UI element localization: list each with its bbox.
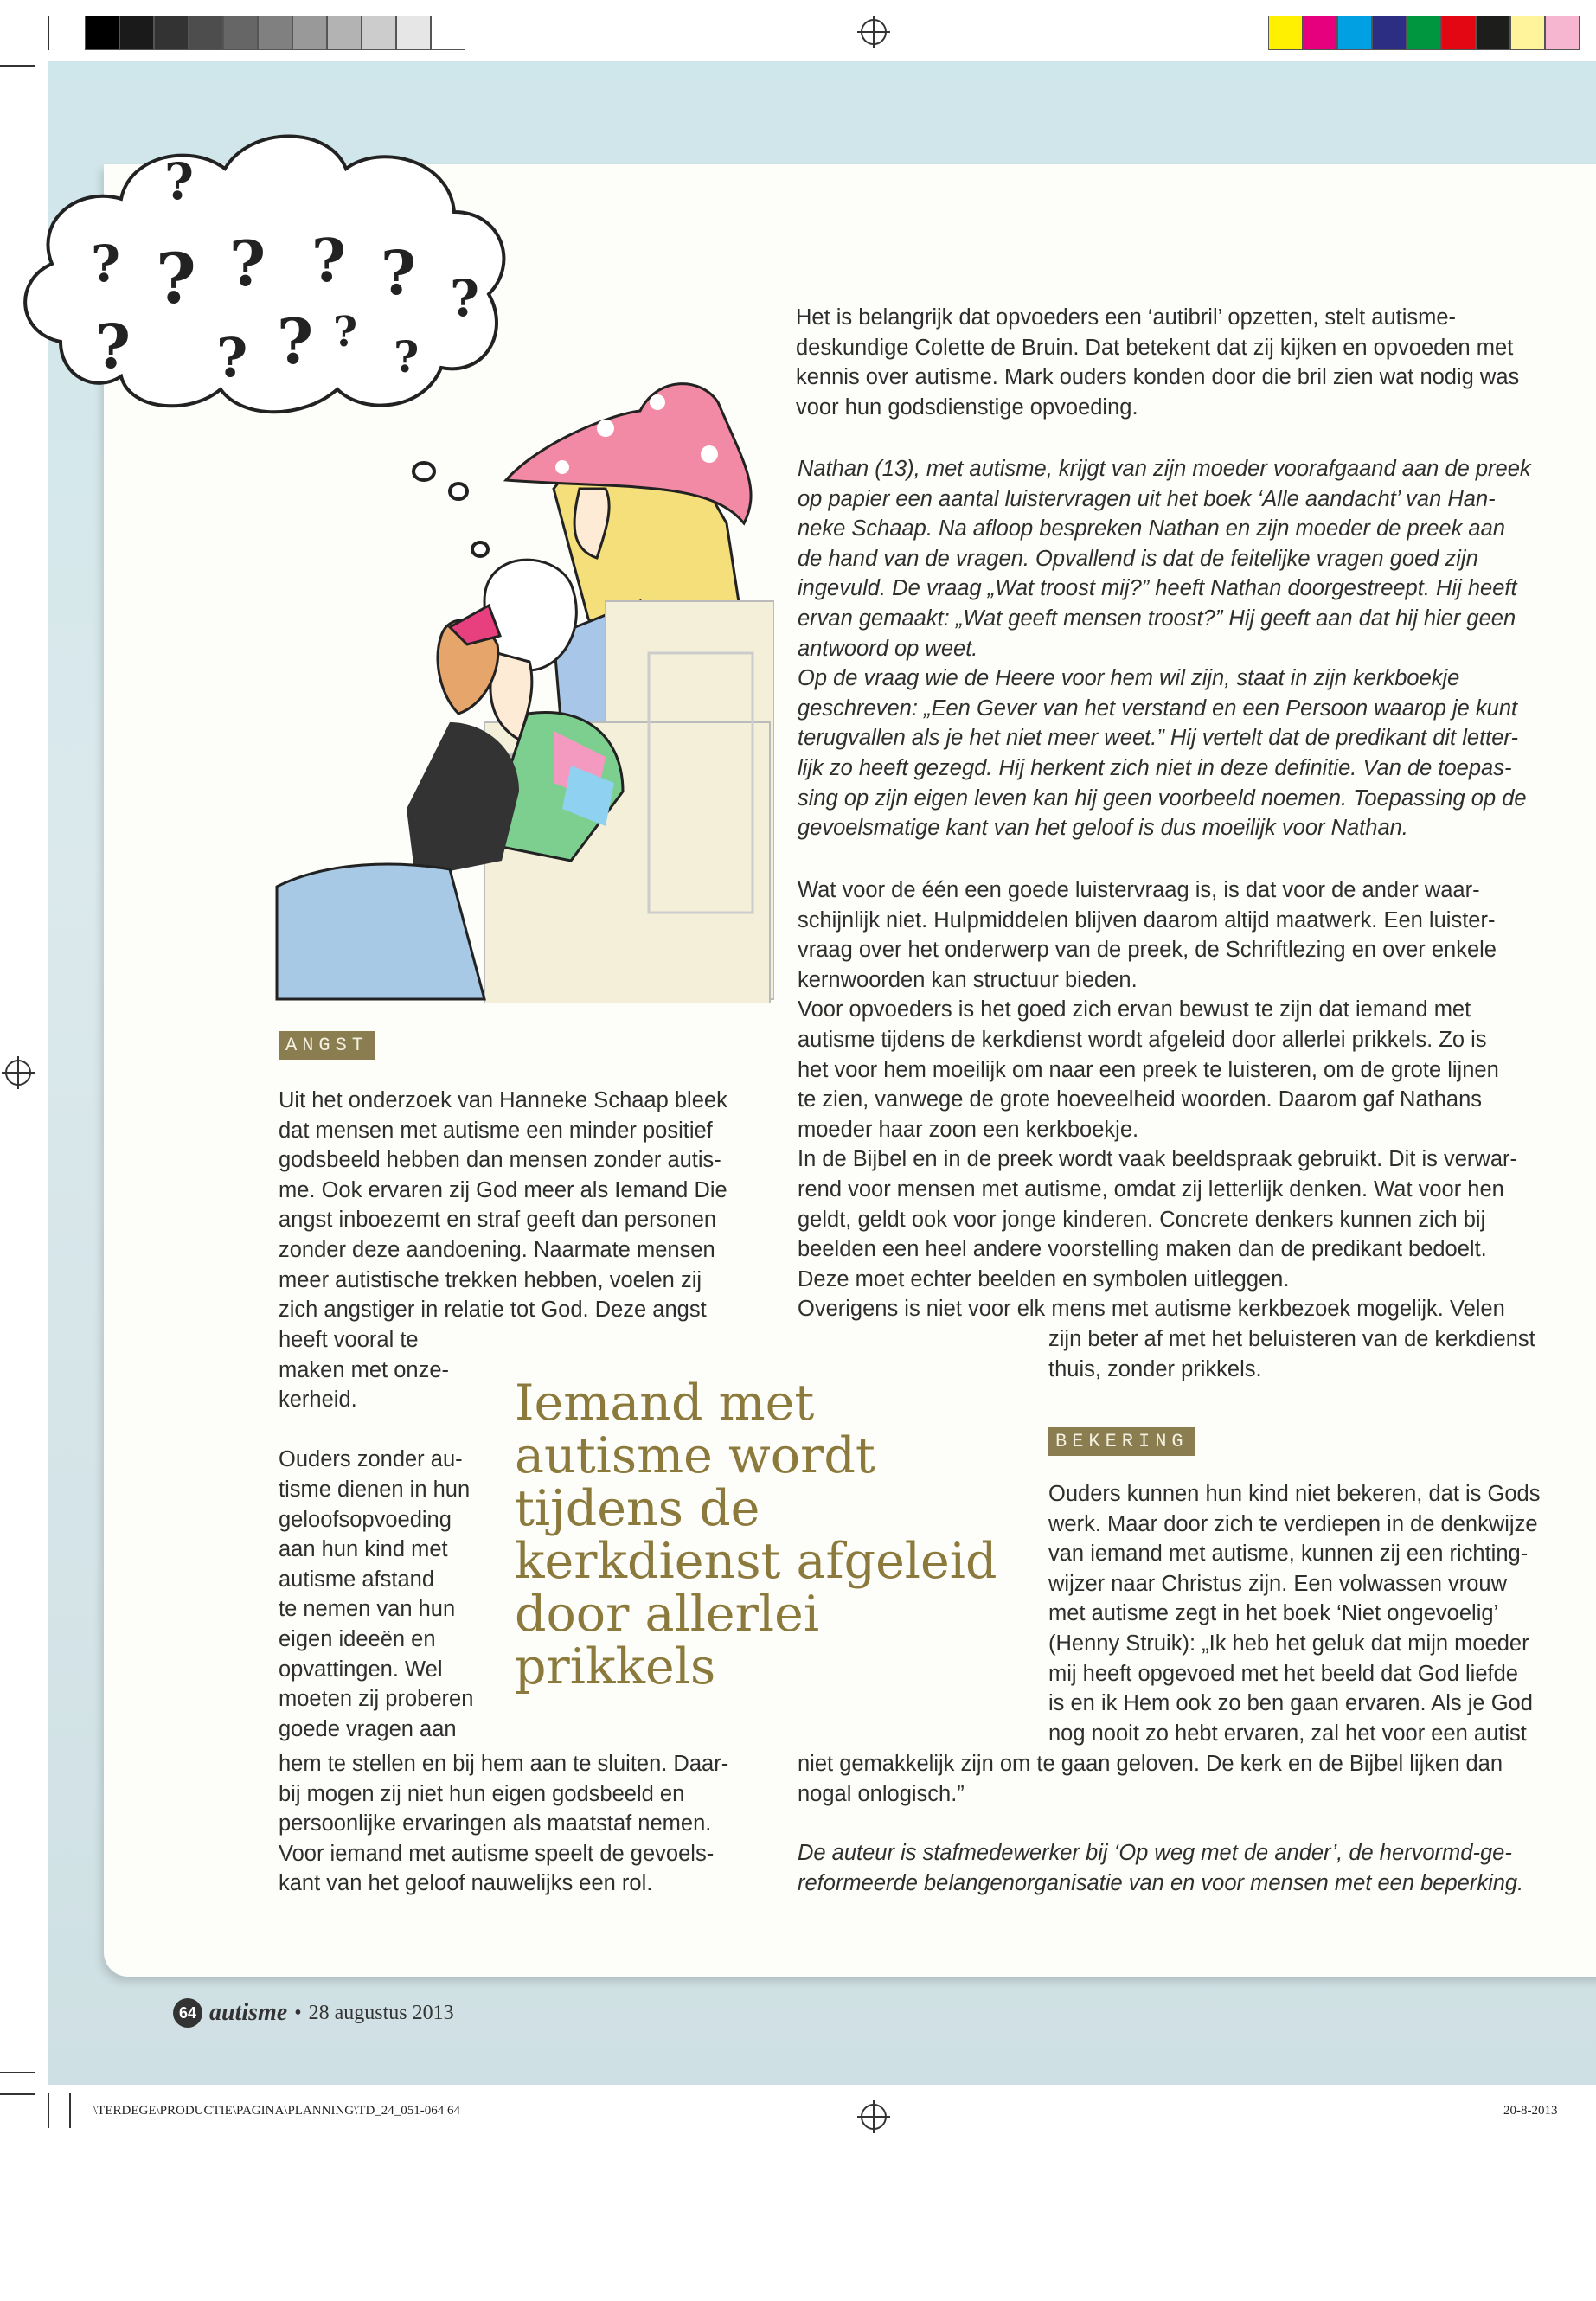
text-line: neke Schaap. Na afloop bespreken Nathan en zijn moeder de preek aan	[798, 516, 1505, 542]
crop-mark	[48, 16, 49, 50]
text-line: kennis over autisme. Mark ouders konden door die bril zien wat nodig was	[796, 365, 1520, 390]
pull-quote-line: prikkels	[515, 1638, 716, 1695]
text-line: ingevuld. De vraag „Wat troost mij?” heeft Nathan doorgestreept. Hij heeft	[798, 576, 1517, 601]
text-line: Overigens is niet voor elk mens met autisme kerkbezoek mogelijk. Velen	[798, 1297, 1505, 1322]
crop-mark	[69, 2093, 71, 2128]
angst-heading: ANGST	[279, 1031, 375, 1060]
text-line: Voor iemand met autisme speelt de gevoels-	[279, 1841, 715, 1866]
girl-figure	[277, 606, 519, 999]
pull-quote-line: kerkdienst afgeleid	[515, 1533, 997, 1590]
pull-quote	[515, 1377, 999, 1694]
text-line: is en ik Hem ook zo ben gaan ervaren. Als je God	[1048, 1691, 1533, 1716]
intro-paragraph	[796, 303, 1574, 422]
bekering-paragraph-end	[798, 1749, 1576, 1809]
issue-date: 28 augustus 2013	[308, 2001, 454, 2024]
text-line: tisme dienen in hun	[279, 1477, 471, 1502]
text-line: zijn beter af met het beluisteren van de kerkdienst	[1048, 1327, 1535, 1351]
question-mark: ?	[277, 304, 314, 378]
text-line: In de Bijbel en in de preek wordt vaak beeldspraak gebruikt. Dit is verwar-	[798, 1147, 1517, 1172]
text-line: meer autistische trekken hebben, voelen zij	[279, 1267, 702, 1292]
bekering-paragraph	[1048, 1479, 1585, 1748]
page-number: 64	[173, 1998, 202, 2028]
crop-mark	[0, 2093, 35, 2095]
text-line: op papier een aantal luistervragen uit het boek ‘Alle aandacht’ van Han-	[798, 486, 1496, 511]
angst-narrow-column	[279, 1325, 503, 1744]
right-column-text	[798, 875, 1576, 1324]
text-line: Uit het onderzoek van Hanneke Schaap bleek	[279, 1088, 727, 1112]
thought-bubbles	[413, 463, 488, 556]
church-illustration	[0, 117, 774, 1003]
text-line: eigen ideeën en	[279, 1626, 436, 1651]
text-line: Ouders zonder au-	[279, 1447, 463, 1472]
text-line: aan hun kind met	[279, 1537, 448, 1562]
text-line: Nathan (13), met autisme, krijgt van zijn moeder voorafgaand aan de preek	[798, 457, 1531, 481]
text-line: moeten zij proberen	[279, 1687, 474, 1712]
text-line: De auteur is stafmedewerker bij ‘Op weg met de ander’, de hervormd-ge-	[798, 1841, 1512, 1865]
footer-bullet: •	[294, 2001, 302, 2024]
text-line: moeder haar zoon een kerkboekje.	[798, 1117, 1139, 1142]
color-calibration-strip	[1268, 16, 1580, 50]
text-line: Wat voor de één een goede luistervraag is, is dat voor de ander waar-	[798, 878, 1480, 902]
registration-mark-left	[5, 1060, 31, 1086]
text-line: reformeerde belangenorganisatie van en voor mensen met een beperking.	[798, 1870, 1524, 1895]
question-mark: ?	[156, 238, 196, 319]
text-line: me. Ook ervaren zij God meer als Iemand Die	[279, 1177, 727, 1202]
question-mark: ?	[394, 331, 420, 382]
text-line: lijk zo heeft gezegd. Hij herkent zich niet in deze definitie. Van de toepas-	[798, 755, 1512, 780]
question-mark: ?	[311, 227, 346, 296]
text-line: schijnlijk niet. Hulpmiddelen blijven daarom altijd maatwerk. Een luister-	[798, 907, 1496, 933]
text-line: heeft vooral te	[279, 1328, 419, 1352]
text-line: deskundige Colette de Bruin. Dat betekent dat zij kijken en opvoeden met	[796, 335, 1514, 360]
pull-quote-line: Iemand met	[515, 1375, 815, 1432]
question-mark: ?	[91, 234, 120, 293]
text-line: autisme afstand	[279, 1567, 435, 1592]
text-line: te zien, vanwege de grote hoeveelheid woorden. Daarom gaf Nathans	[798, 1087, 1483, 1112]
text-line: kant van het geloof nauwelijks een rol.	[279, 1871, 653, 1896]
question-mark: ?	[450, 269, 479, 328]
text-line: rend voor mensen met autisme, omdat zij letterlijk denken. Wat voor hen	[798, 1176, 1504, 1202]
text-line: niet gemakkelijk zijn om te gaan geloven. De kerk en de Bijbel lijken dan	[798, 1752, 1503, 1776]
text-line: opvattingen. Wel	[279, 1657, 443, 1682]
text-line: goede vragen aan	[279, 1716, 457, 1741]
text-line: vraag over het onderwerp van de preek, de Schriftlezing en over enkele	[798, 938, 1497, 963]
text-line: angst inboezemt en straf geeft dan personen	[279, 1208, 717, 1233]
question-mark: ?	[333, 308, 358, 356]
text-line: gevoelsmatige kant van het geloof is dus moeilijk voor Nathan.	[798, 816, 1408, 841]
text-line: zich angstiger in relatie tot God. Deze angst	[279, 1298, 707, 1323]
question-mark: ?	[229, 227, 266, 300]
text-line: autisme tijdens de kerkdienst wordt afgeleid door allerlei prikkels. Zo is	[798, 1027, 1487, 1052]
registration-mark-bottom	[861, 2104, 887, 2130]
crop-mark	[48, 2093, 49, 2128]
crop-mark	[0, 2072, 35, 2073]
text-line: nogal onlogisch.”	[798, 1781, 965, 1806]
text-line: Op de vraag wie de Heere voor hem wil zijn, staat in zijn kerkboekje	[798, 666, 1460, 691]
pull-quote-line: tijdens de	[515, 1480, 760, 1537]
angst-paragraph	[279, 1086, 763, 1325]
text-line: met autisme zegt in het boek ‘Niet ongevoelig’	[1048, 1601, 1499, 1626]
case-study-paragraph	[798, 454, 1576, 843]
question-mark: ?	[381, 237, 417, 309]
text-line: sing op zijn eigen leven kan hij geen voorbeeld noemen. Toepassing op de	[798, 785, 1527, 811]
text-line: zonder deze aandoening. Naarmate mensen	[279, 1237, 715, 1262]
text-line: geldt, geldt ook voor jonge kinderen. Concrete denkers kunnen zich bij	[798, 1207, 1486, 1232]
pull-quote-line: autisme wordt	[515, 1427, 875, 1484]
text-line: bij mogen zij niet hun eigen godsbeeld en	[279, 1781, 685, 1806]
right-column-tail	[1048, 1324, 1585, 1384]
text-line: kernwoorden kan structuur bieden.	[798, 967, 1138, 992]
text-line: terugvallen als je het niet meer weet.” Hij vertelt dat de predikant dit letter-	[798, 726, 1518, 751]
text-line: thuis, zonder prikkels.	[1048, 1356, 1262, 1381]
text-line: werk. Maar door zich te verdiepen in de denkwijze	[1048, 1511, 1538, 1536]
text-line: Het is belangrijk dat opvoeders een ‘autibril’ opzetten, stelt autisme-	[796, 305, 1457, 330]
pull-quote-line: door allerlei	[515, 1586, 820, 1643]
text-line: wijzer naar Christus zijn. Een volwassen vrouw	[1048, 1571, 1508, 1596]
text-line: voor hun godsdienstige opvoeding.	[796, 394, 1138, 420]
production-slug-date: 20-8-2013	[1503, 2104, 1558, 2118]
text-line: mij heeft opgevoed met het beeld dat God liefde	[1048, 1661, 1518, 1686]
question-mark: ?	[164, 152, 194, 211]
page-footer	[173, 1998, 454, 2028]
crop-mark	[0, 65, 35, 67]
grayscale-calibration-strip	[85, 16, 465, 50]
text-line	[279, 1415, 503, 1445]
text-line: geschreven: „Een Gever van het verstand en een Persoon waarop je kunt	[798, 695, 1518, 721]
text-line: antwoord op weet.	[798, 636, 978, 661]
text-line: het voor hem moeilijk om naar een preek te luisteren, om de grote lijnen	[798, 1057, 1499, 1082]
text-line: nog nooit zo hebt ervaren, zal het voor een autist	[1048, 1721, 1527, 1746]
text-line: geloofsopvoeding	[279, 1507, 452, 1532]
angst-paragraph-end	[279, 1749, 763, 1899]
text-line: Deze moet echter beelden en symbolen uitleggen.	[798, 1266, 1290, 1292]
text-line: te nemen van hun	[279, 1597, 456, 1622]
text-line: dat mensen met autisme een minder positief	[279, 1118, 713, 1143]
bekering-heading: BEKERING	[1048, 1427, 1195, 1456]
text-line: ervan gemaakt: „Wat geeft mensen troost?” Hij geeft aan dat hij hier geen	[798, 606, 1516, 631]
text-line: (Henny Struik): „Ik heb het geluk dat mijn moeder	[1048, 1631, 1529, 1656]
magazine-name: autisme	[209, 1999, 288, 2026]
text-line: van iemand met autisme, kunnen zij een richting-	[1048, 1541, 1529, 1567]
question-mark: ?	[216, 326, 248, 389]
text-line: maken met onze-	[279, 1357, 450, 1382]
text-line: godsbeeld hebben dan mensen zonder autis-	[279, 1148, 721, 1173]
author-note	[798, 1838, 1576, 1898]
registration-mark-top	[861, 19, 887, 45]
production-slug-path: \TERDEGE\PRODUCTIE\PAGINA\PLANNING\TD_24_051-064 64	[93, 2104, 461, 2118]
text-line: kerheid.	[279, 1388, 357, 1413]
text-line: de hand van de vragen. Opvallend is dat de feitelijke vragen goed zijn	[798, 546, 1478, 571]
text-line: Voor opvoeders is het goed zich ervan bewust te zijn dat iemand met	[798, 997, 1471, 1022]
text-line: hem te stellen en bij hem aan te sluiten. Daar-	[279, 1752, 729, 1776]
text-line: beelden een heel andere voorstelling maken dan de predikant bedoelt.	[798, 1237, 1487, 1262]
question-mark: ?	[95, 311, 131, 382]
text-line: Ouders kunnen hun kind niet bekeren, dat is Gods	[1048, 1482, 1541, 1506]
text-line: persoonlijke ervaringen als maatstaf nemen.	[279, 1811, 712, 1836]
